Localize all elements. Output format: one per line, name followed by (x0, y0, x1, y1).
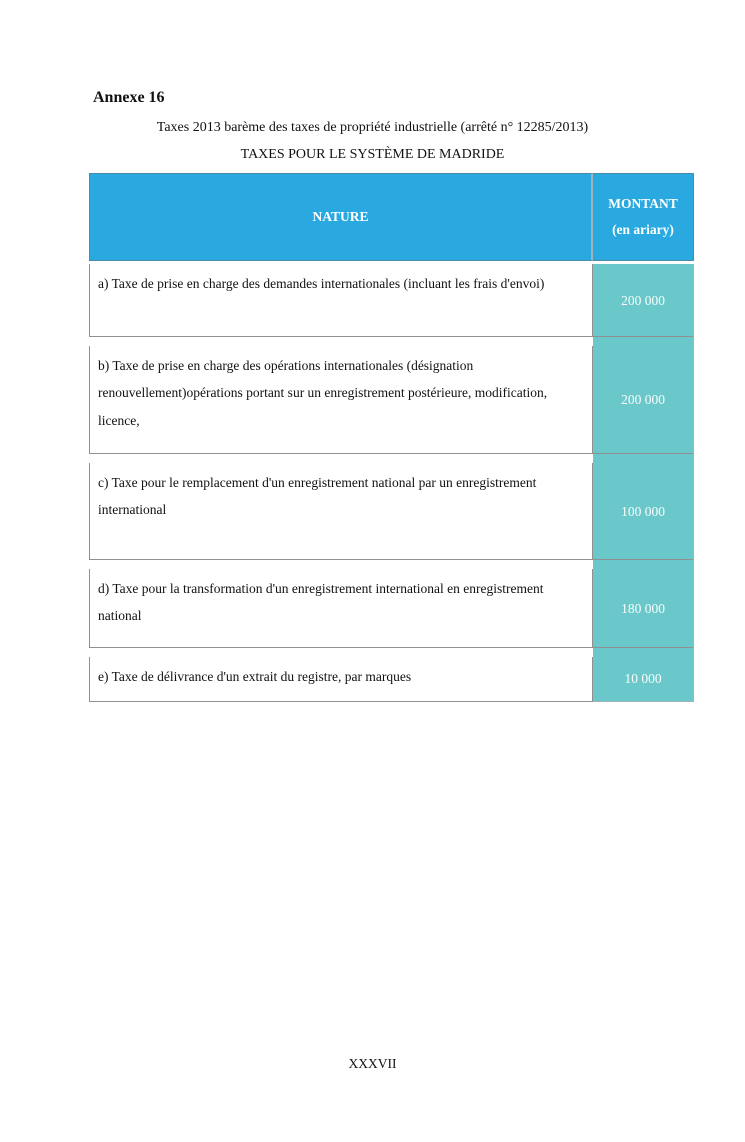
nature-cell: a) Taxe de prise en charge des demandes internationales (incluant les frais d'envoi) (89, 264, 593, 337)
amount-cell: 100 000 (593, 463, 694, 569)
amount-cell: 10 000 (593, 657, 694, 702)
document-subtitle: Taxes 2013 barème des taxes de propriété industrielle (arrêté n° 12285/2013) (156, 120, 589, 135)
header-montant-label: MONTANT (608, 195, 678, 211)
amount-cell: 200 000 (593, 264, 694, 346)
document-page (0, 89, 745, 1071)
table-title: TAXES POUR LE SYSTÈME DE MADRIDE (240, 147, 505, 162)
amount-cell: 180 000 (593, 569, 694, 657)
table-row (89, 346, 694, 463)
header-montant-unit: (en ariary) (612, 222, 674, 237)
table-row (89, 264, 694, 346)
table-row (89, 463, 694, 569)
nature-cell: d) Taxe pour la transformation d'un enregistrement international en enregistrement national (89, 569, 593, 648)
nature-cell: c) Taxe pour le remplacement d'un enregistrement national par un enregistrement international (89, 463, 593, 560)
tax-table (89, 173, 694, 702)
header-cell-nature: NATURE (89, 173, 593, 261)
header-cell-montant (593, 173, 694, 261)
nature-cell: b) Taxe de prise en charge des opérations internationales (désignation renouvellement)opérations portant sur un enregistrement postérieure, modification, licence, (89, 346, 593, 454)
amount-cell: 200 000 (593, 346, 694, 463)
table-row (89, 657, 694, 702)
nature-cell: e) Taxe de délivrance d'un extrait du registre, par marques (89, 657, 593, 702)
page-number: XXXVII (348, 1056, 397, 1071)
annex-heading: Annexe 16 (93, 89, 165, 106)
table-row (89, 569, 694, 657)
table-header-row (89, 173, 694, 261)
